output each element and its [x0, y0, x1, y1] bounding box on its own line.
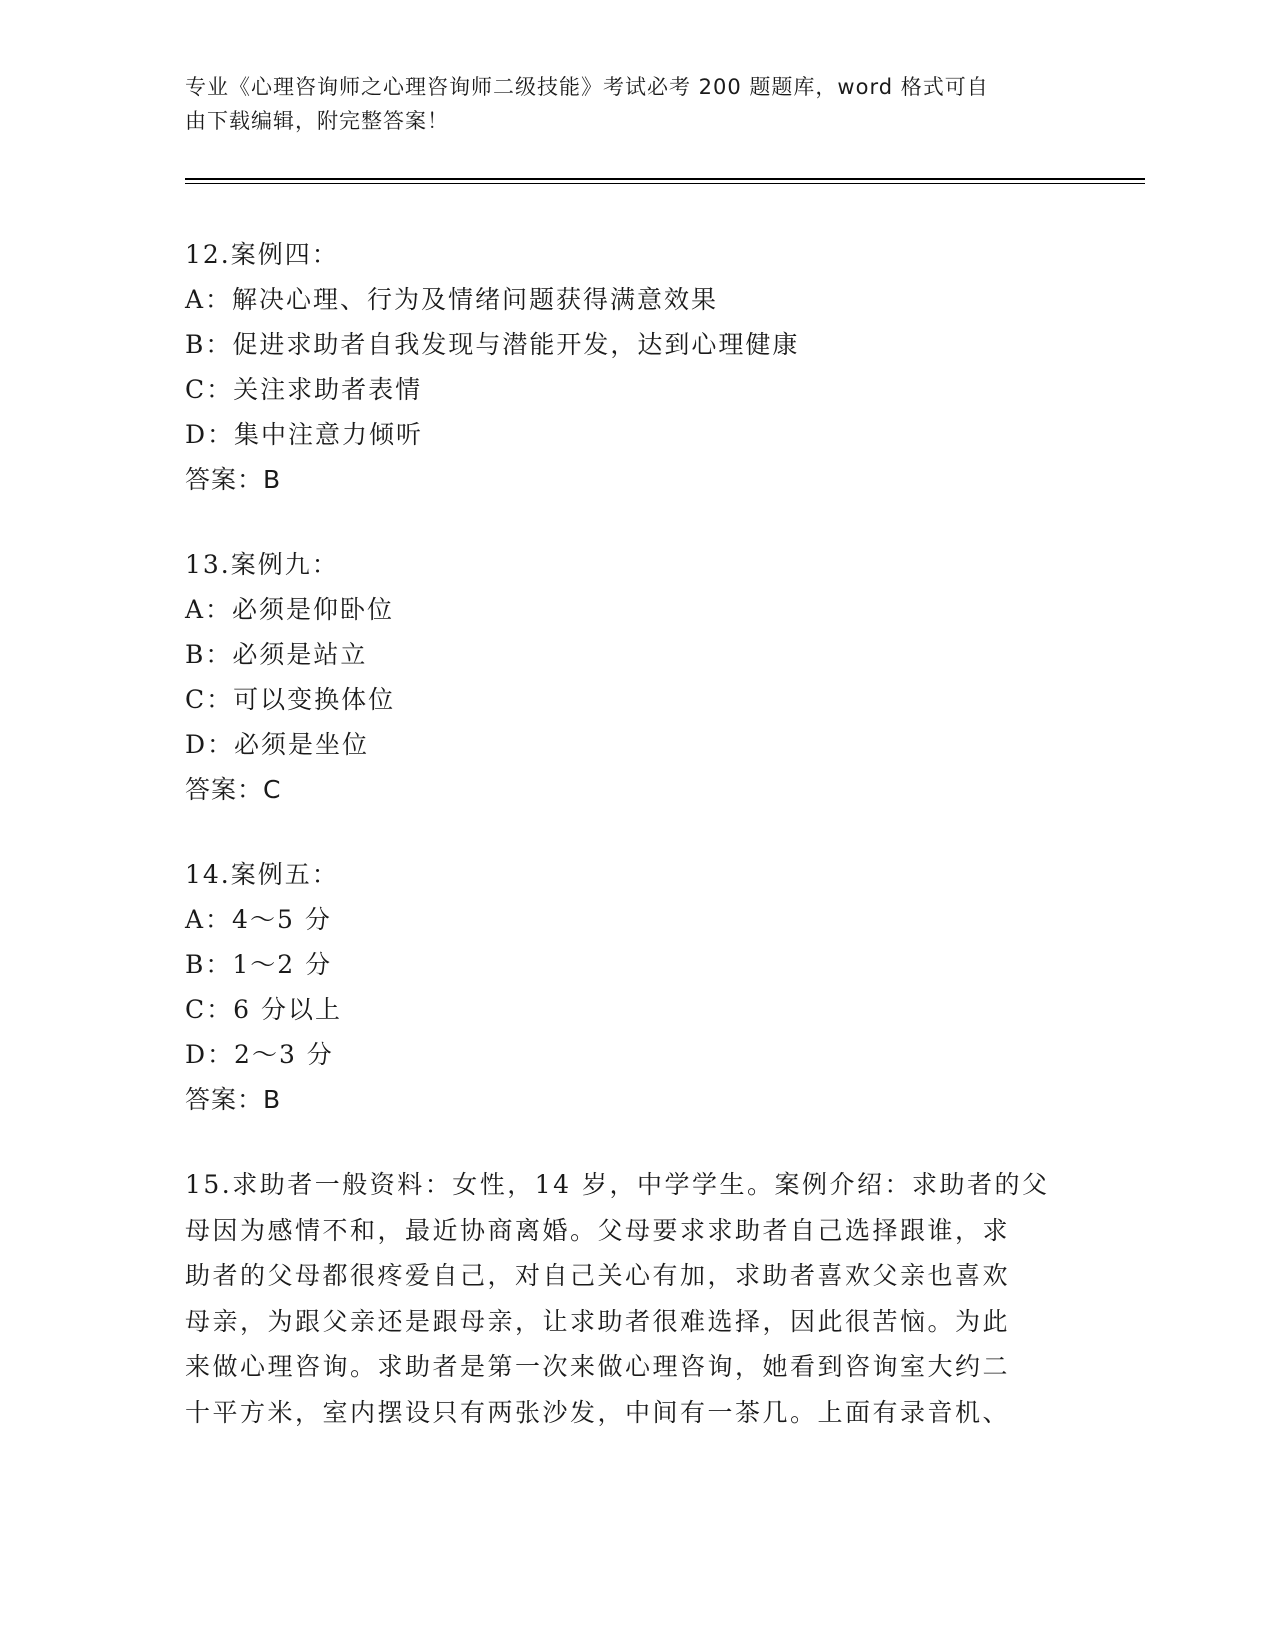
answer: 答案：B — [185, 1085, 282, 1114]
header-line-2: 由下载编辑，附完整答案！ — [185, 109, 449, 133]
option-b: B：促进求助者自我发现与潜能开发，达到心理健康 — [185, 330, 800, 359]
header-divider-thin — [185, 183, 1145, 184]
question-15-line: 母因为感情不和，最近协商离婚。父母要求求助者自己选择跟谁，求 — [185, 1215, 1011, 1245]
question-15-line: 母亲，为跟父亲还是跟母亲，让求助者很难选择，因此很苦恼。为此 — [185, 1306, 1011, 1336]
option-d: D：2～3 分 — [185, 1040, 334, 1069]
option-b: B：1～2 分 — [185, 950, 333, 979]
header-divider-thick — [185, 178, 1145, 180]
question-title: 12.案例四： — [185, 240, 339, 269]
question-14 — [185, 852, 1085, 1122]
answer: 答案：B — [185, 465, 282, 494]
question-12 — [185, 232, 1085, 502]
option-c: C：关注求助者表情 — [185, 375, 423, 404]
question-15-line: 十平方米，室内摆设只有两张沙发，中间有一茶几。上面有录音机、 — [185, 1397, 1011, 1427]
question-15-line: 来做心理咨询。求助者是第一次来做心理咨询，她看到咨询室大约二 — [185, 1352, 1011, 1381]
question-title: 14.案例五： — [185, 860, 339, 889]
question-15 — [185, 1162, 1065, 1435]
question-13 — [185, 542, 1085, 812]
option-c: C：6 分以上 — [185, 995, 342, 1024]
answer: 答案：C — [185, 775, 282, 804]
question-15-line: 15.求助者一般资料：女性，14 岁，中学学生。案例介绍：求助者的父 — [185, 1170, 1050, 1199]
option-c: C：可以变换体位 — [185, 685, 396, 714]
option-b: B：必须是站立 — [185, 640, 368, 669]
option-a: A：必须是仰卧位 — [185, 595, 395, 624]
question-list — [185, 232, 1085, 1435]
option-a: A：解决心理、行为及情绪问题获得满意效果 — [185, 285, 719, 314]
option-d: D：必须是坐位 — [185, 730, 370, 759]
document-header — [185, 70, 1065, 138]
question-15-line: 助者的父母都很疼爱自己，对自己关心有加，求助者喜欢父亲也喜欢 — [185, 1261, 1011, 1290]
question-title: 13.案例九： — [185, 550, 339, 579]
header-line-1: 专业《心理咨询师之心理咨询师二级技能》考试必考 200 题题库，word 格式可自 — [185, 75, 989, 99]
option-a: A：4～5 分 — [185, 905, 332, 934]
option-d: D：集中注意力倾听 — [185, 420, 424, 449]
